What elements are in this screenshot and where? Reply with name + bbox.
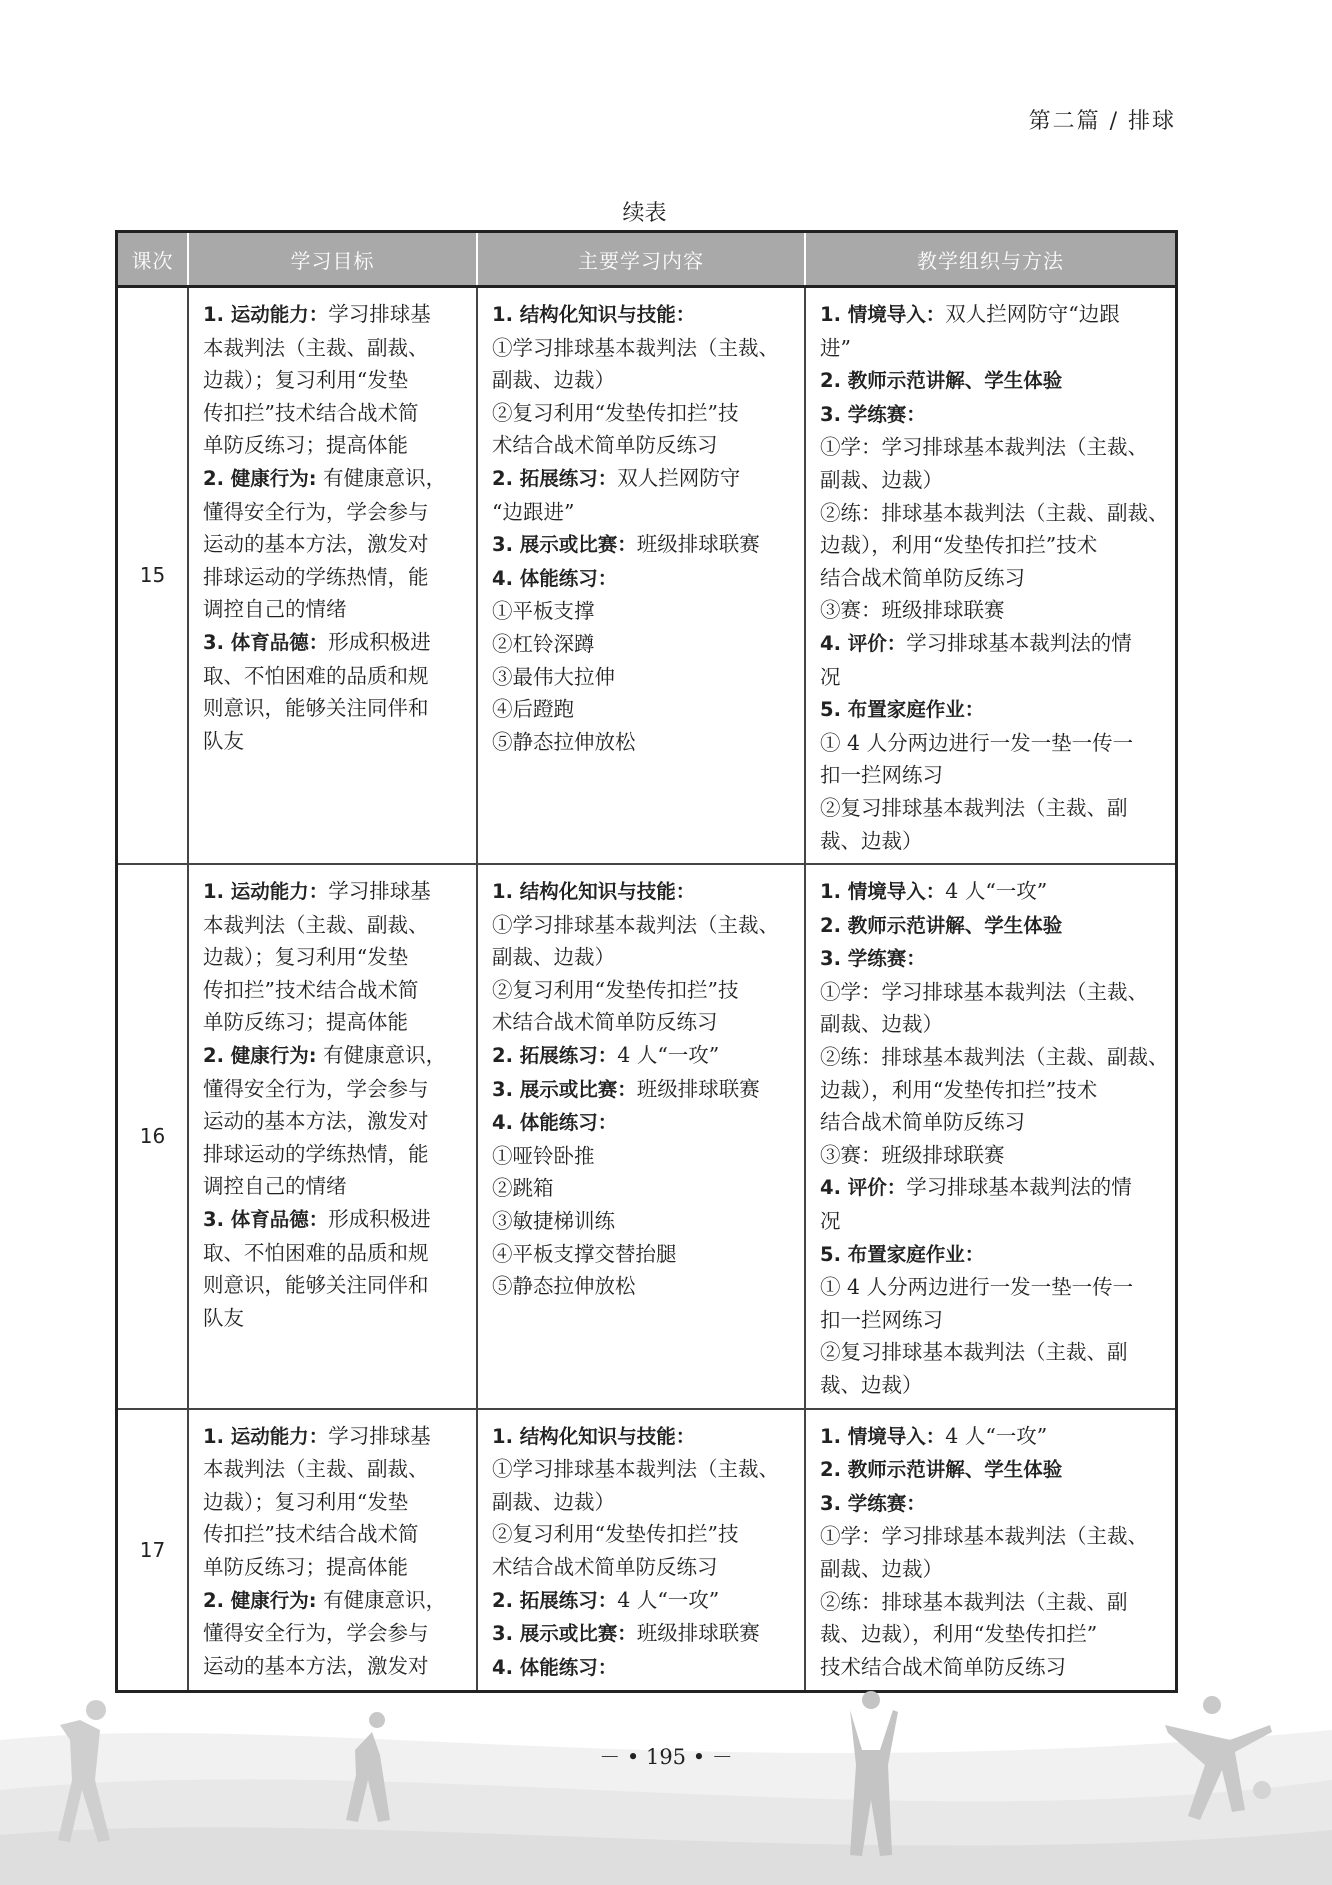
text-line — [492, 496, 790, 529]
item-text: ②练：排球基本裁判法（主裁、副裁、 — [820, 500, 1169, 525]
text-line — [203, 1302, 462, 1335]
text-line — [203, 429, 462, 462]
text-line — [492, 528, 790, 562]
text-line — [492, 1205, 790, 1238]
item-text: “边跟进” — [492, 499, 575, 524]
item-text: 副裁、边裁） — [492, 945, 615, 970]
item-text: 形成积极进 — [328, 1207, 431, 1232]
item-text: 学习排球基 — [328, 879, 431, 904]
item-text: ①学习排球基本裁判法（主裁、 — [492, 912, 779, 937]
text-line — [203, 1584, 462, 1618]
item-text: 有健康意识， — [316, 1587, 447, 1612]
item-label: 2. 健康行为: — [203, 1044, 317, 1068]
item-text: 4 人“一攻” — [945, 879, 1048, 904]
item-text: 边裁），利用“发垫传扣拦”技术 — [820, 1077, 1098, 1102]
item-label: 2. 教师示范讲解、学生体验 — [820, 913, 1063, 937]
text-line — [820, 1271, 1161, 1304]
text-line — [492, 298, 790, 332]
text-line — [203, 1006, 462, 1039]
text-line — [820, 464, 1161, 497]
item-text: ②跳箱 — [492, 1176, 554, 1201]
teaching-methods-cell — [805, 287, 1175, 865]
item-text: 扣一拦网练习 — [820, 1307, 943, 1332]
text-line — [492, 909, 790, 942]
text-line — [203, 725, 462, 758]
text-line — [492, 875, 790, 909]
text-line — [820, 398, 1161, 432]
item-label: 1. 情境导入： — [820, 880, 946, 904]
text-line — [203, 660, 462, 693]
text-line — [492, 332, 790, 365]
item-label: 3. 学练赛： — [820, 947, 926, 971]
item-label: 1. 情境导入： — [820, 1424, 946, 1448]
text-line — [203, 941, 462, 974]
text-line — [820, 1487, 1161, 1521]
text-line — [820, 693, 1161, 727]
item-text: ②复习利用“发垫传扣拦”技 — [492, 1522, 739, 1547]
item-text: ③敏捷梯训练 — [492, 1209, 615, 1234]
item-text: ④后蹬跑 — [492, 697, 574, 722]
item-text: 学习排球基本裁判法的情 — [906, 630, 1132, 655]
item-text: 况 — [820, 664, 841, 689]
text-line — [492, 661, 790, 694]
item-text: ①学：学习排球基本裁判法（主裁、 — [820, 979, 1148, 1004]
text-line — [820, 942, 1161, 976]
table-row — [118, 1409, 1175, 1691]
text-line — [492, 1006, 790, 1039]
text-line — [820, 1304, 1161, 1337]
item-label: 4. 评价： — [820, 1176, 907, 1200]
item-text: ⑤静态拉伸放松 — [492, 729, 636, 754]
text-line — [820, 909, 1161, 943]
text-line — [820, 875, 1161, 909]
item-text: 边裁）；复习利用“发垫 — [203, 1489, 409, 1514]
text-line — [203, 332, 462, 365]
learning-content-cell — [477, 864, 805, 1409]
item-label: 2. 健康行为: — [203, 1588, 317, 1612]
item-text: ②复习排球基本裁判法（主裁、副 — [820, 1340, 1128, 1365]
item-text: 排球运动的学练热情，能 — [203, 1141, 429, 1166]
item-label: 3. 展示或比赛： — [492, 1622, 637, 1646]
item-text: 副裁、边裁） — [820, 1012, 943, 1037]
text-line — [820, 594, 1161, 627]
text-line — [492, 974, 790, 1007]
item-text: 裁、边裁） — [820, 828, 923, 853]
text-line — [492, 628, 790, 661]
text-line — [820, 1041, 1169, 1074]
text-line — [203, 462, 462, 496]
item-text: 边裁）；复习利用“发垫 — [203, 368, 409, 393]
text-line — [820, 497, 1169, 530]
item-text: 有健康意识， — [316, 465, 447, 490]
item-text: 单防反练习；提高体能 — [203, 433, 408, 458]
text-line — [203, 1518, 462, 1551]
item-text: 取、不怕困难的品质和规 — [203, 663, 429, 688]
item-text: 传扣拦”技术结合战术简 — [203, 977, 419, 1002]
item-text: 队友 — [203, 728, 244, 753]
text-line — [203, 1170, 462, 1203]
item-text: ①哑铃卧推 — [492, 1143, 595, 1168]
text-line — [820, 431, 1161, 464]
table-caption: 续表 — [622, 201, 667, 226]
text-line — [492, 941, 790, 974]
text-line — [203, 364, 462, 397]
text-line — [203, 1269, 462, 1302]
text-line — [492, 1106, 790, 1140]
item-label: 4. 体能练习： — [492, 1111, 618, 1135]
text-line — [203, 692, 462, 725]
item-text: ①学习排球基本裁判法（主裁、 — [492, 1457, 779, 1482]
item-text: 学习排球基 — [328, 1423, 431, 1448]
running-head: 第二篇 / 排球 — [1028, 109, 1176, 134]
item-text: 调控自己的情绪 — [203, 1174, 347, 1199]
text-line — [820, 1008, 1161, 1041]
teaching-methods-cell — [805, 1409, 1175, 1691]
text-line — [203, 1486, 462, 1519]
item-text: 班级排球联赛 — [636, 1076, 760, 1101]
text-line — [492, 429, 790, 462]
item-label: 2. 拓展练习： — [492, 1588, 618, 1612]
text-line — [492, 1140, 790, 1173]
item-text: 有健康意识， — [316, 1043, 447, 1068]
text-line — [492, 1073, 790, 1107]
item-text: 边裁）；复习利用“发垫 — [203, 945, 409, 970]
text-line — [492, 595, 790, 628]
text-line — [203, 397, 462, 430]
item-text: 副裁、边裁） — [820, 467, 943, 492]
item-text: 边裁），利用“发垫传扣拦”技术 — [820, 533, 1098, 558]
item-label: 2. 拓展练习： — [492, 1044, 618, 1068]
text-line — [492, 397, 790, 430]
column-header-content: 主要学习内容 — [477, 233, 805, 287]
table-row — [118, 864, 1175, 1409]
item-text: ②杠铃深蹲 — [492, 631, 595, 656]
text-line — [820, 332, 1161, 365]
item-label: 3. 体育品德： — [203, 630, 329, 654]
item-text: 裁、边裁），利用“发垫传扣拦” — [820, 1622, 1098, 1647]
item-text: 运动的基本方法，激发对 — [203, 532, 429, 557]
item-text: 术结合战术简单防反练习 — [492, 433, 718, 458]
text-line — [820, 1618, 1161, 1651]
item-text: 术结合战术简单防反练习 — [492, 1554, 718, 1579]
item-text: ③最伟大拉伸 — [492, 664, 615, 689]
item-label: 1. 结构化知识与技能： — [492, 1424, 696, 1448]
text-line — [203, 298, 462, 332]
text-line — [820, 1074, 1161, 1107]
item-text: ⑤静态拉伸放松 — [492, 1274, 636, 1299]
text-line — [820, 759, 1161, 792]
text-line — [492, 726, 790, 759]
text-line — [820, 298, 1161, 332]
item-text: 队友 — [203, 1305, 244, 1330]
item-text: ① 4 人分两边进行一发一垫一传一 — [820, 730, 1134, 755]
item-text: 副裁、边裁） — [492, 1489, 615, 1514]
text-line — [820, 529, 1161, 562]
item-label: 5. 布置家庭作业： — [820, 698, 985, 722]
text-line — [820, 1453, 1161, 1487]
item-label: 1. 结构化知识与技能： — [492, 303, 696, 326]
table-row — [118, 287, 1175, 865]
column-header-goals: 学习目标 — [188, 233, 477, 287]
text-line — [203, 561, 462, 594]
column-header-methods: 教学组织与方法 — [805, 233, 1175, 287]
item-text: 4 人“一攻” — [617, 1587, 720, 1612]
lesson-table — [115, 230, 1178, 1693]
text-line — [203, 1203, 462, 1237]
learning-goals-cell — [188, 1409, 477, 1691]
text-line — [492, 364, 790, 397]
item-label: 2. 健康行为: — [203, 466, 317, 490]
lesson-number-cell: 16 — [118, 864, 188, 1409]
item-label: 4. 体能练习： — [492, 1655, 618, 1679]
item-text: 本裁判法（主裁、副裁、 — [203, 335, 429, 360]
item-text: 术结合战术简单防反练习 — [492, 1010, 718, 1035]
text-line — [820, 1205, 1161, 1238]
text-line — [492, 1453, 790, 1486]
item-label: 3. 体育品德： — [203, 1208, 329, 1232]
text-line — [492, 1518, 790, 1551]
text-line — [492, 1238, 790, 1271]
item-text: 4 人“一攻” — [617, 1043, 720, 1068]
item-text: 形成积极进 — [328, 629, 431, 654]
item-label: 3. 展示或比赛： — [492, 1077, 637, 1101]
item-text: 裁、边裁） — [820, 1373, 923, 1397]
text-line — [203, 1420, 462, 1454]
item-text: ②练：排球基本裁判法（主裁、副裁、 — [820, 1045, 1169, 1070]
text-line — [203, 974, 462, 1007]
text-line — [203, 1551, 462, 1584]
text-line — [203, 593, 462, 626]
text-line — [820, 1420, 1161, 1454]
text-line — [820, 364, 1161, 398]
table-header-row — [118, 233, 1175, 287]
item-text: ①平板支撑 — [492, 599, 595, 624]
text-line — [820, 792, 1161, 825]
item-text: ②复习利用“发垫传扣拦”技 — [492, 400, 739, 425]
player-silhouette-icon — [1253, 1781, 1271, 1799]
item-text: 班级排球联赛 — [636, 532, 760, 557]
item-label: 4. 评价： — [820, 631, 907, 655]
item-text: 学习排球基 — [328, 302, 431, 326]
item-text: 运动的基本方法，激发对 — [203, 1109, 429, 1134]
item-text: 进” — [820, 335, 851, 360]
item-text: ③赛：班级排球联赛 — [820, 1142, 1005, 1167]
footer-decoration — [0, 1670, 1332, 1885]
text-line — [203, 875, 462, 909]
text-line — [492, 1172, 790, 1205]
item-label: 2. 教师示范讲解、学生体验 — [820, 369, 1063, 393]
text-line — [492, 1039, 790, 1073]
text-line — [820, 1106, 1161, 1139]
item-text: ①学：学习排球基本裁判法（主裁、 — [820, 1524, 1148, 1549]
text-line — [492, 1270, 790, 1303]
text-line — [203, 1073, 462, 1106]
item-label: 1. 情境导入： — [820, 303, 946, 326]
learning-content-cell — [477, 1409, 805, 1691]
item-text: ②复习利用“发垫传扣拦”技 — [492, 977, 739, 1002]
learning-goals-cell — [188, 287, 477, 865]
item-text: 取、不怕困难的品质和规 — [203, 1240, 429, 1265]
text-line — [492, 1420, 790, 1454]
item-text: 运动的基本方法，激发对 — [203, 1653, 429, 1678]
text-line — [820, 1520, 1161, 1553]
item-text: 单防反练习；提高体能 — [203, 1010, 408, 1035]
item-text: 单防反练习；提高体能 — [203, 1554, 408, 1579]
teaching-methods-cell — [805, 864, 1175, 1409]
item-text: 双人拦网防守“边跟 — [945, 302, 1120, 326]
text-line — [492, 1617, 790, 1651]
item-text: ①学习排球基本裁判法（主裁、 — [492, 335, 779, 360]
item-text: 双人拦网防守 — [617, 465, 741, 490]
text-line — [203, 1138, 462, 1171]
text-line — [820, 1336, 1161, 1369]
text-line — [820, 1586, 1161, 1619]
item-label: 5. 布置家庭作业： — [820, 1242, 985, 1266]
text-line — [492, 462, 790, 496]
item-text: 懂得安全行为，学会参与 — [203, 1076, 429, 1101]
text-line — [203, 909, 462, 942]
item-text: ②练：排球基本裁判法（主裁、副 — [820, 1589, 1128, 1614]
item-text: 副裁、边裁） — [492, 368, 615, 393]
item-label: 3. 学练赛： — [820, 402, 926, 426]
item-label: 4. 体能练习： — [492, 566, 618, 590]
lesson-number-cell: 15 — [118, 287, 188, 865]
item-label: 1. 运动能力： — [203, 1424, 329, 1448]
item-text: 结合战术简单防反练习 — [820, 565, 1025, 590]
item-label: 1. 结构化知识与技能： — [492, 880, 696, 904]
item-text: ③赛：班级排球联赛 — [820, 598, 1005, 623]
item-text: 结合战术简单防反练习 — [820, 1110, 1025, 1135]
item-text: ②复习排球基本裁判法（主裁、副 — [820, 795, 1128, 820]
text-line — [820, 562, 1161, 595]
text-line — [203, 1237, 462, 1270]
item-text: 懂得安全行为，学会参与 — [203, 1621, 429, 1646]
text-line — [820, 627, 1161, 661]
learning-content-cell — [477, 287, 805, 865]
text-line — [492, 1486, 790, 1519]
item-text: 传扣拦”技术结合战术简 — [203, 400, 419, 425]
item-text: 调控自己的情绪 — [203, 597, 347, 622]
item-text: 4 人“一攻” — [945, 1423, 1048, 1448]
text-line — [820, 727, 1161, 760]
text-line — [492, 693, 790, 726]
text-line — [203, 626, 462, 660]
item-label: 3. 展示或比赛： — [492, 533, 637, 557]
item-text: 排球运动的学练热情，能 — [203, 564, 429, 589]
learning-goals-cell — [188, 864, 477, 1409]
item-label: 1. 运动能力： — [203, 880, 329, 904]
text-line — [820, 1171, 1161, 1205]
text-line — [203, 1039, 462, 1073]
item-text: 传扣拦”技术结合战术简 — [203, 1522, 419, 1547]
text-line — [203, 1105, 462, 1138]
text-line — [820, 1139, 1161, 1172]
text-line — [820, 1553, 1161, 1586]
item-text: 则意识，能够关注同伴和 — [203, 1273, 429, 1298]
item-text: 本裁判法（主裁、副裁、 — [203, 912, 429, 937]
item-text: 扣一拦网练习 — [820, 763, 943, 788]
item-text: 懂得安全行为，学会参与 — [203, 499, 429, 524]
item-text: 技术结合战术简单防反练习 — [820, 1654, 1066, 1679]
text-line — [492, 1551, 790, 1584]
text-line — [203, 496, 462, 529]
item-text: 本裁判法（主裁、副裁、 — [203, 1457, 429, 1482]
text-line — [203, 1617, 462, 1650]
item-text: ① 4 人分两边进行一发一垫一传一 — [820, 1275, 1134, 1300]
item-text: 班级排球联赛 — [636, 1621, 760, 1646]
item-label: 2. 拓展练习： — [492, 466, 618, 490]
lesson-number-cell: 17 — [118, 1409, 188, 1691]
text-line — [820, 1369, 1161, 1402]
item-text: ①学：学习排球基本裁判法（主裁、 — [820, 435, 1148, 460]
text-line — [820, 825, 1161, 858]
text-line — [820, 976, 1161, 1009]
item-label: 3. 学练赛： — [820, 1491, 926, 1515]
item-text: 学习排球基本裁判法的情 — [906, 1175, 1132, 1200]
item-label: 2. 教师示范讲解、学生体验 — [820, 1458, 1063, 1482]
item-text: 况 — [820, 1209, 841, 1234]
text-line — [820, 661, 1161, 694]
item-label: 1. 运动能力： — [203, 303, 329, 326]
text-line — [492, 562, 790, 596]
column-header-lesson: 课次 — [118, 233, 188, 287]
item-text: ④平板支撑交替抬腿 — [492, 1241, 677, 1266]
item-text: 副裁、边裁） — [820, 1556, 943, 1581]
text-line — [820, 1238, 1161, 1272]
page-number: － • 195 • － — [599, 1745, 733, 1769]
item-text: 则意识，能够关注同伴和 — [203, 696, 429, 721]
text-line — [492, 1584, 790, 1618]
text-line — [203, 528, 462, 561]
text-line — [203, 1453, 462, 1486]
